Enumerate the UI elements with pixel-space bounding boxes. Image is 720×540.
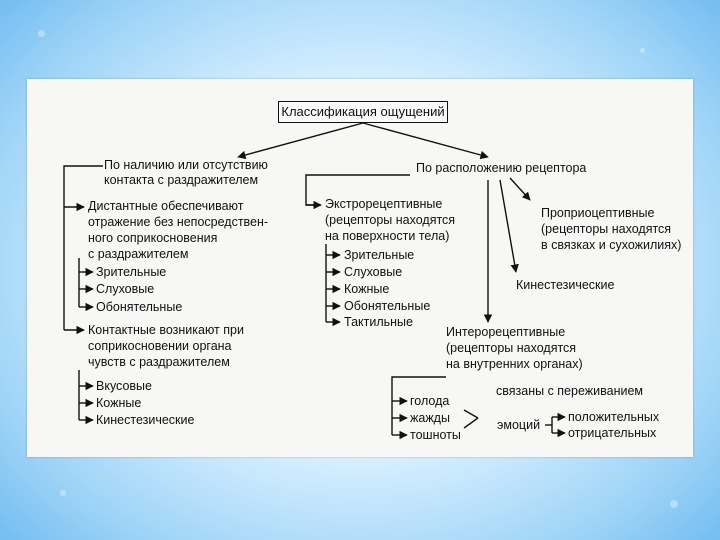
extero-item-tactile: Тактильные bbox=[344, 315, 413, 329]
proprio-line2: (рецепторы находятся bbox=[541, 222, 672, 236]
extero-item-visual: Зрительные bbox=[344, 248, 415, 262]
intero-line3: на внутренних органах) bbox=[446, 357, 583, 371]
intero-line1: Интерорецептивные bbox=[446, 325, 566, 339]
contact-item-taste: Вкусовые bbox=[96, 379, 152, 393]
distant-line1: Дистантные обеспечивают bbox=[88, 199, 244, 213]
extero-line2: (рецепторы находятся bbox=[325, 213, 456, 227]
contact-line2: соприкосновении органа bbox=[88, 339, 232, 353]
contact-item-kinesthetic: Кинестезические bbox=[96, 413, 195, 427]
left-branch-title-line2: контакта с раздражителем bbox=[104, 173, 259, 187]
emotion-item-positive: положительных bbox=[568, 410, 660, 424]
intero-item-hunger: голода bbox=[410, 394, 450, 408]
proprio-line1: Проприоцептивные bbox=[541, 206, 655, 220]
distant-item-auditory: Слуховые bbox=[96, 282, 155, 296]
contact-item-skin: Кожные bbox=[96, 396, 142, 410]
distant-line4: с раздражителем bbox=[88, 247, 189, 261]
left-branch-title-line1: По наличию или отсутствию bbox=[104, 158, 268, 172]
right-branch-title: По расположению рецептора bbox=[416, 161, 587, 175]
contact-line3: чувств с раздражителем bbox=[88, 355, 230, 369]
distant-item-olfactory: Обонятельные bbox=[96, 300, 183, 314]
emotion-relation-label: связаны с переживанием bbox=[496, 384, 643, 398]
emotions-label: эмоций bbox=[497, 418, 541, 432]
intero-item-nausea: тошноты bbox=[410, 428, 461, 442]
proprio-line3: в связках и сухожилиях) bbox=[541, 238, 682, 252]
extero-item-auditory: Слуховые bbox=[344, 265, 403, 279]
extero-line3: на поверхности тела) bbox=[325, 229, 450, 243]
distant-line2: отражение без непосредствен- bbox=[88, 215, 269, 229]
intero-item-thirst: жажды bbox=[410, 411, 450, 425]
intero-line2: (рецепторы находятся bbox=[446, 341, 577, 355]
emotion-item-negative: отрицательных bbox=[568, 426, 657, 440]
extero-item-skin: Кожные bbox=[344, 282, 390, 296]
kinesthetic-node: Кинестезические bbox=[516, 278, 615, 292]
root-node-title: Классификация ощущений bbox=[278, 101, 448, 123]
extero-line1: Экстрорецептивные bbox=[325, 197, 443, 211]
distant-line3: ного соприкосновения bbox=[88, 231, 218, 245]
contact-line1: Контактные возникают при bbox=[88, 323, 244, 337]
extero-item-olfactory: Обонятельные bbox=[344, 299, 431, 313]
distant-item-visual: Зрительные bbox=[96, 265, 167, 279]
